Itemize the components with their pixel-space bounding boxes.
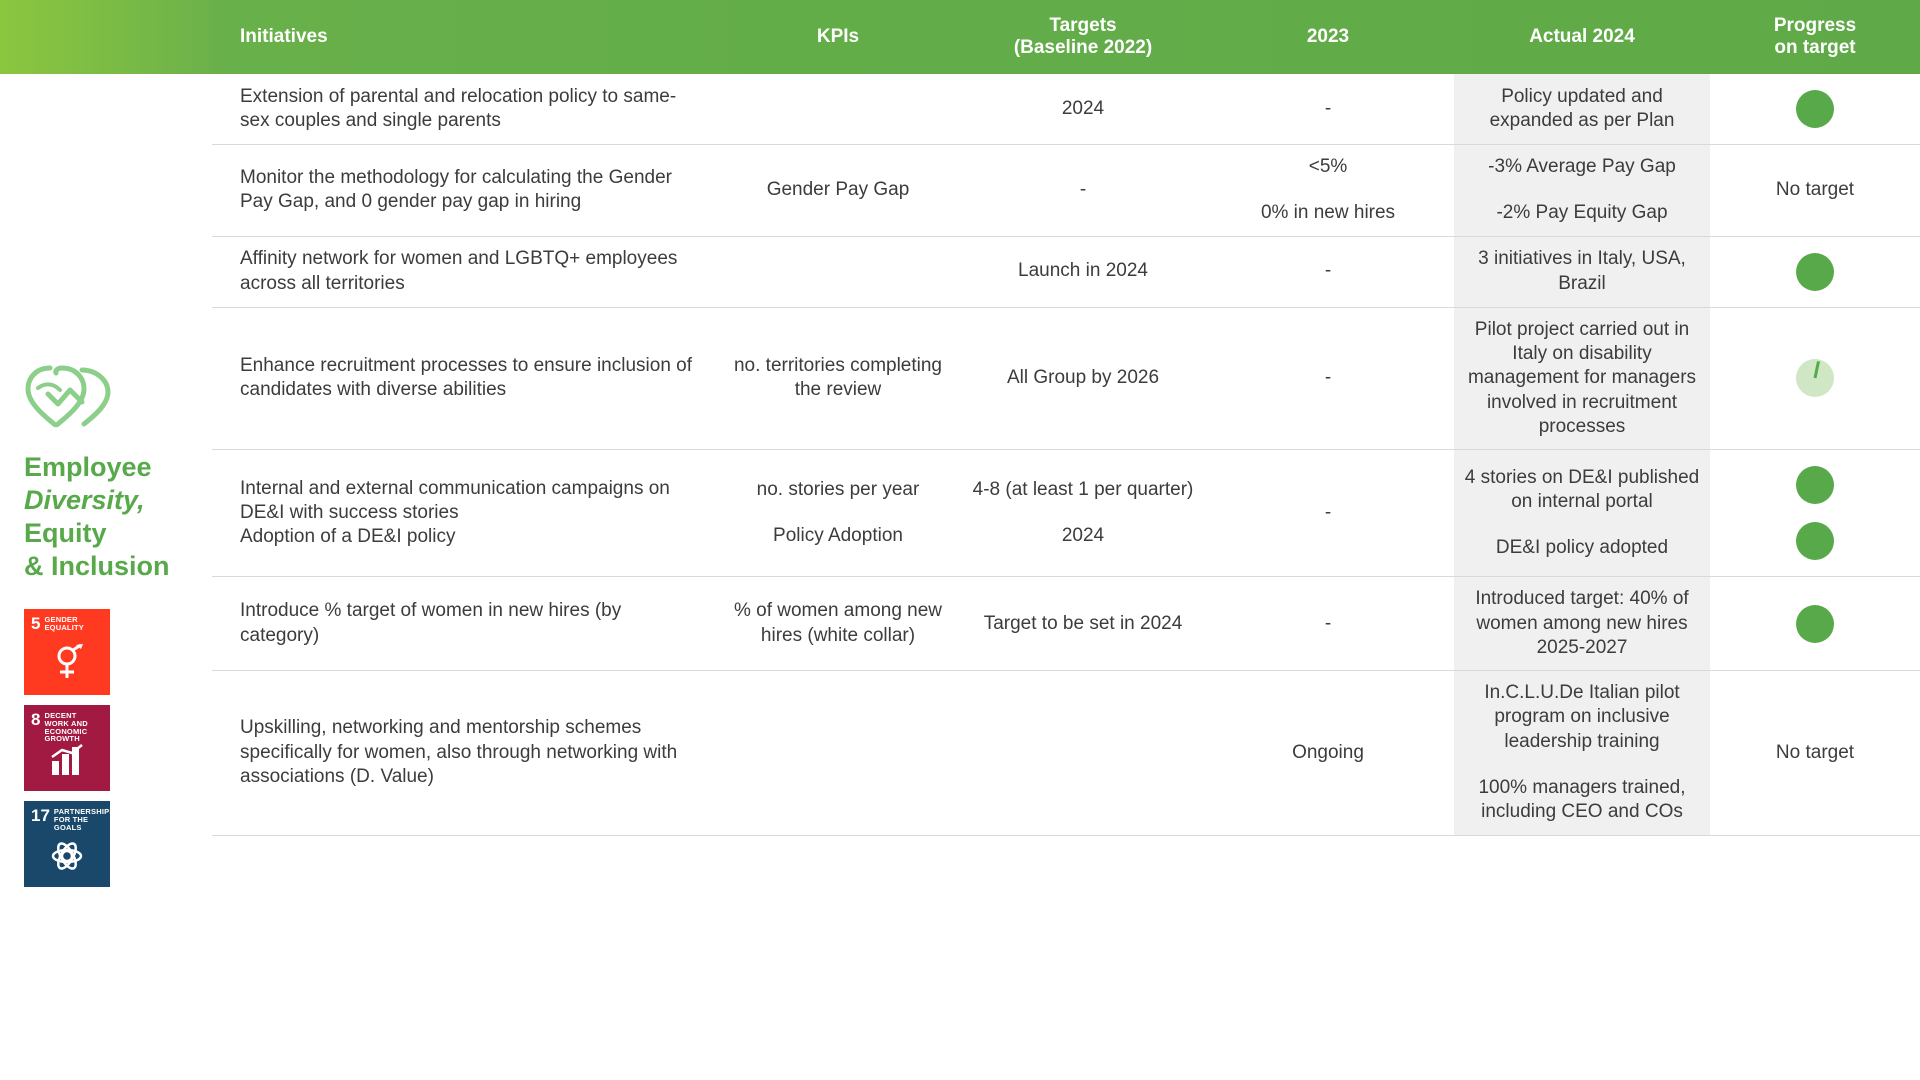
header-progress (1710, 0, 1920, 74)
sdg-8-number: 8 (31, 709, 41, 729)
header-targets-line1: Targets (1049, 15, 1117, 37)
header-actual-2024: Actual 2024 (1529, 26, 1635, 48)
cell-progress (1710, 671, 1920, 835)
status-no-target: No target (1775, 179, 1855, 201)
pillar-title-line3: Equity (24, 517, 107, 548)
cell-progress (1710, 308, 1920, 450)
cell-target: - (1079, 179, 1087, 201)
header-targets (964, 0, 1202, 74)
cell-initiative (212, 450, 712, 576)
cell-actual-value-b: -2% Pay Equity Gap (1496, 202, 1668, 224)
pillar-title (24, 451, 204, 583)
cell-kpi (712, 237, 964, 307)
cell-target: Target to be set in 2024 (983, 612, 1183, 634)
table-header-row (0, 0, 1920, 74)
cell-progress (1710, 145, 1920, 236)
header-spacer (0, 0, 212, 74)
cell-2023-value-a: <5% (1308, 156, 1348, 177)
table-row (212, 145, 1920, 237)
cell-actual-2024 (1454, 671, 1710, 835)
cell-target: Launch in 2024 (1018, 260, 1148, 282)
sdg-8-icon (24, 743, 110, 783)
status-dot-on-target (1796, 605, 1834, 643)
pillar-title-line4: & Inclusion (24, 550, 170, 581)
cell-initiative-a: Internal and external communication campaigns on DE&I with success stories (240, 477, 670, 524)
cell-2023: - (1324, 367, 1332, 389)
sdg-badge-5 (24, 609, 110, 695)
cell-kpi-a: no. stories per year (756, 478, 920, 500)
cell-actual-2024: Policy updated and expanded as per Plan (1454, 74, 1710, 144)
sdg-5-number: 5 (31, 613, 41, 633)
table-row (212, 577, 1920, 671)
sdg-17-icon (24, 839, 110, 879)
cell-progress (1710, 74, 1920, 144)
status-no-target: No target (1775, 741, 1855, 763)
table-row (212, 237, 1920, 308)
cell-target: 2024 (1061, 97, 1105, 119)
sdg-list (24, 609, 212, 887)
cell-initiative: Upskilling, networking and mentorship schemes specifically for women, also through networking with associations (D. Value) (240, 717, 678, 788)
cell-initiative: Extension of parental and relocation policy to same-sex couples and single parents (240, 85, 677, 131)
header-progress-line1: Progress (1773, 15, 1857, 37)
sdg-17-name: PARTNERSHIPS FOR THE GOALS (53, 806, 115, 832)
cell-target: All Group by 2026 (1006, 367, 1160, 389)
cell-2023: Ongoing (1292, 741, 1364, 763)
cell-initiative: Affinity network for women and LGBTQ+ employees across all territories (240, 248, 678, 294)
cell-actual-2024 (1454, 450, 1710, 576)
sdg-5-icon (24, 643, 110, 687)
pillar-title-line2: Diversity, (24, 484, 145, 515)
header-progress-line2: on target (1774, 37, 1856, 58)
status-dot-on-target (1796, 522, 1834, 560)
cell-kpi (712, 74, 964, 144)
cell-actual-value-a: 4 stories on DE&I published on internal portal (1464, 466, 1700, 513)
sdg-17-number: 17 (31, 805, 50, 825)
pillar-title-line1: Employee (24, 452, 152, 482)
cell-kpi: % of women among new hires (white collar) (733, 600, 943, 646)
cell-initiative: Enhance recruitment processes to ensure inclusion of candidates with diverse abilities (240, 355, 693, 401)
cell-progress (1710, 450, 1920, 576)
table-row (212, 450, 1920, 577)
cell-actual-2024: Introduced target: 40% of women among new hires 2025-2027 (1454, 577, 1710, 670)
cell-target-b: 2024 (1061, 525, 1105, 547)
cell-2023 (1202, 145, 1454, 236)
cell-target-a: 4-8 (at least 1 per quarter) (972, 478, 1194, 500)
cell-target (964, 450, 1202, 576)
cell-actual-value-b: DE&I policy adopted (1495, 537, 1669, 559)
cell-kpi (712, 450, 964, 576)
table-row (212, 308, 1920, 451)
heart-handshake-icon (24, 364, 212, 435)
cell-2023-value-b: 0% in new hires (1260, 202, 1396, 224)
table-body (0, 74, 1920, 897)
table-row (212, 74, 1920, 145)
cell-initiative-b: Adoption of a DE&I policy (240, 526, 456, 548)
sdg-badge-17 (24, 801, 115, 887)
sdg-badge-8 (24, 705, 110, 791)
cell-kpi (712, 671, 964, 835)
cell-actual-value-a: -3% Average Pay Gap (1488, 156, 1676, 177)
status-dot-on-target (1796, 253, 1834, 291)
header-kpis: KPIs (816, 26, 860, 48)
status-pie-partial (1796, 359, 1834, 397)
status-dot-on-target (1796, 466, 1834, 504)
cell-progress (1710, 237, 1920, 307)
cell-2023: - (1324, 260, 1332, 282)
header-targets-line2: (Baseline 2022) (1013, 37, 1153, 58)
cell-initiative: Introduce % target of women in new hires (by category) (240, 600, 622, 646)
status-dot-on-target (1796, 90, 1834, 128)
rows-column (212, 74, 1920, 897)
cell-initiative: Monitor the methodology for calculating the Gender Pay Gap, and 0 gender pay gap in hiring (240, 167, 672, 213)
cell-actual-2024: Pilot project carried out in Italy on disability management for managers involved in recruitment processes (1454, 308, 1710, 450)
cell-2023: - (1324, 502, 1332, 524)
table-row (212, 671, 1920, 836)
cell-actual-2024 (1454, 145, 1710, 236)
header-2023: 2023 (1306, 26, 1350, 48)
cell-target (964, 671, 1202, 835)
cell-actual-value-a: In.C.L.U.De Italian pilot program on inclusive leadership training (1484, 682, 1680, 752)
header-initiatives: Initiatives (240, 26, 328, 48)
sdg-5-name: GENDER EQUALITY (44, 614, 84, 632)
cell-actual-2024: 3 initiatives in Italy, USA, Brazil (1454, 237, 1710, 307)
sdg-8-name: DECENT WORK AND ECONOMIC GROWTH (44, 710, 88, 744)
cell-2023: - (1324, 612, 1332, 634)
cell-kpi-b: Policy Adoption (773, 525, 903, 547)
pillar-column (0, 74, 212, 897)
cell-progress (1710, 577, 1920, 670)
cell-2023: - (1324, 97, 1332, 119)
cell-kpi: Gender Pay Gap (766, 179, 910, 201)
cell-actual-value-b: 100% managers trained, including CEO and COs (1478, 777, 1686, 823)
cell-kpi: no. territories completing the review (733, 355, 943, 401)
